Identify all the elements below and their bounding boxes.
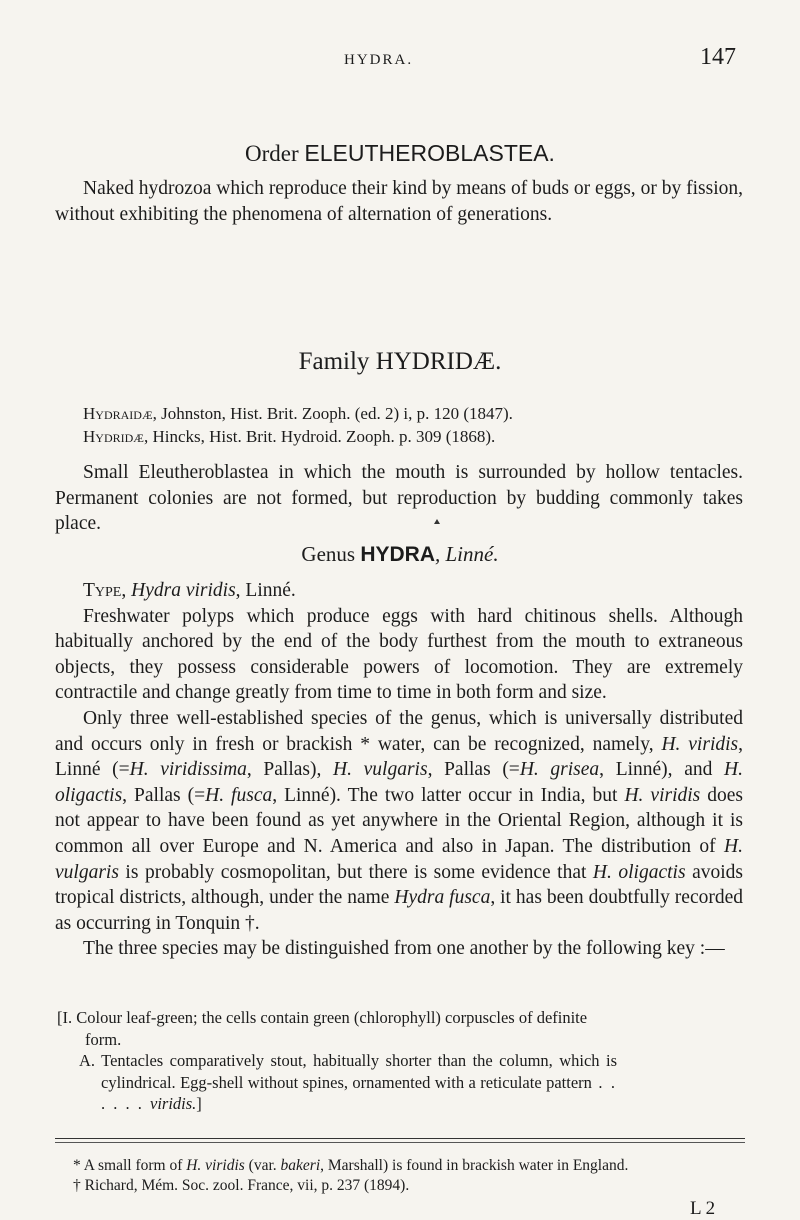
footnotes bbox=[55, 1156, 755, 1196]
synonym-reference: , Hincks, Hist. Brit. Hydroid. Zooph. p. 309 (1868). bbox=[143, 427, 496, 446]
text-run: † Richard, Mém. Soc. zool. France, vii, p. 237 (1894). bbox=[73, 1177, 410, 1194]
synonym-entry bbox=[55, 425, 755, 448]
key-couplet-text: A. Tentacles comparatively stout, habitually shorter than the column, which is cylindrical. Egg-shell without spines, ornamented with a reticulate pattern bbox=[79, 1051, 617, 1092]
key-line-2 bbox=[57, 1050, 617, 1115]
order-heading-name: ELEUTHEROBLASTEA. bbox=[304, 140, 555, 166]
genus-paragraph-2 bbox=[55, 706, 743, 936]
species-name: H. viridissima bbox=[129, 759, 247, 781]
genus-paragraph-1: Freshwater polyps which produce eggs with hard chitinous shells. Although habitually anchored by the end of the body furthest from the mouth to extraneous objects, they possess considerable powers of locomotion. They are extremely contractile and change greatly from time to time in both form and size. bbox=[55, 605, 743, 704]
genus-heading bbox=[0, 542, 800, 567]
text-run: , Marshall) is found in brackish water in England. bbox=[320, 1157, 629, 1174]
species-name: Hydra fusca bbox=[394, 887, 491, 909]
family-synonymy bbox=[55, 402, 755, 448]
footnote-rule-secondary bbox=[55, 1142, 745, 1143]
synonym-name: Hydraidæ bbox=[83, 404, 153, 423]
page-number: 147 bbox=[700, 44, 736, 70]
order-description-block bbox=[55, 176, 743, 227]
genus-heading-prefix: Genus bbox=[301, 542, 361, 566]
order-heading-prefix: Order bbox=[245, 141, 305, 166]
text-run: (var. bbox=[244, 1157, 281, 1174]
text-run: , Pallas), bbox=[246, 759, 334, 781]
family-description: Small Eleutheroblastea in which the mouth is surrounded by hollow tentacles. Permanent colonies are not formed, but reproduction by budding commonly takes place. bbox=[55, 462, 743, 535]
running-title: HYDRA. bbox=[344, 52, 414, 68]
order-description: Naked hydrozoa which reproduce their kind by means of buds or eggs, or by fission, without exhibiting the phenomena of alternation of generations. bbox=[55, 178, 743, 225]
species-name: H. viridis bbox=[624, 784, 701, 806]
synonym-reference: , Johnston, Hist. Brit. Zooph. (ed. 2) i, p. 120 (1847). bbox=[152, 404, 513, 423]
text-run: * A small form of bbox=[73, 1157, 187, 1174]
text-run: , Pallas (= bbox=[427, 759, 520, 781]
signature-mark: L 2 bbox=[690, 1198, 716, 1219]
type-species-author: , Linné. bbox=[235, 580, 296, 601]
species-name: H. vulgaris bbox=[55, 835, 743, 883]
species-name: H. viridis bbox=[186, 1157, 245, 1174]
species-name: H. oligactis bbox=[592, 861, 686, 883]
family-heading-prefix: Family bbox=[298, 348, 376, 375]
text-run: , it has been doubtfully recorded as occurring in Tonquin †. bbox=[55, 887, 743, 934]
species-name: H. viridis bbox=[661, 733, 739, 755]
text-run: , Pallas (= bbox=[122, 784, 206, 806]
key-species: viridis. bbox=[150, 1094, 197, 1114]
text-run: avoids tropical districts, although, under the name bbox=[55, 861, 743, 909]
species-name: bakeri bbox=[280, 1157, 321, 1174]
genus-paragraph-3: The three species may be distinguished from one another by the following key :— bbox=[83, 938, 725, 960]
order-heading bbox=[0, 140, 800, 167]
synonym-entry bbox=[55, 402, 755, 425]
key-bracket: ] bbox=[196, 1094, 202, 1114]
species-name: H. oligactis bbox=[55, 759, 743, 806]
genus-heading-name: HYDRA bbox=[360, 543, 435, 566]
text-run: , Linné (= bbox=[55, 733, 743, 781]
footnote-brackish bbox=[55, 1156, 755, 1176]
species-name: H. grisea bbox=[519, 759, 600, 781]
type-species-name: Hydra viridis bbox=[131, 580, 236, 601]
species-name: H. fusca bbox=[205, 784, 273, 806]
text-run: is probably cosmopolitan, but there is some evidence that bbox=[118, 861, 593, 883]
key-leader-dots: . . . . . . bbox=[101, 1072, 618, 1114]
footnote-richard bbox=[55, 1176, 755, 1196]
text-run: does not appear to have been found as yet anywhere in the Oriental Region, although it is common all over Europe and N. America and also in Japan. The distribution of bbox=[55, 784, 743, 857]
genus-text-block bbox=[55, 578, 743, 962]
family-heading-name: HYDRIDÆ. bbox=[375, 348, 502, 375]
genus-heading-author: , Linné. bbox=[435, 542, 499, 566]
family-heading bbox=[0, 348, 800, 376]
species-name: H. vulgaris bbox=[333, 759, 428, 781]
text-run: , Linné), and bbox=[599, 759, 725, 781]
type-label: Type bbox=[83, 580, 122, 601]
genus-type-line: Type, Hydra viridis, Linné. bbox=[83, 580, 296, 601]
text-run: , Linné). The two latter occur in India, but bbox=[272, 784, 625, 806]
identification-key bbox=[57, 1007, 617, 1115]
printer-mark-icon bbox=[434, 519, 440, 524]
key-line-1: [I. Colour leaf-green; the cells contain green (chlorophyll) corpuscles of definite form. bbox=[57, 1008, 588, 1049]
family-description-block bbox=[55, 460, 743, 537]
text-run: Only three well-established species of the genus, which is universally distributed and occurs only in fresh or brackish * water, can be recognized, namely, bbox=[55, 707, 743, 755]
synonym-name: Hydridæ bbox=[83, 427, 144, 446]
footnote-rule bbox=[55, 1138, 745, 1139]
